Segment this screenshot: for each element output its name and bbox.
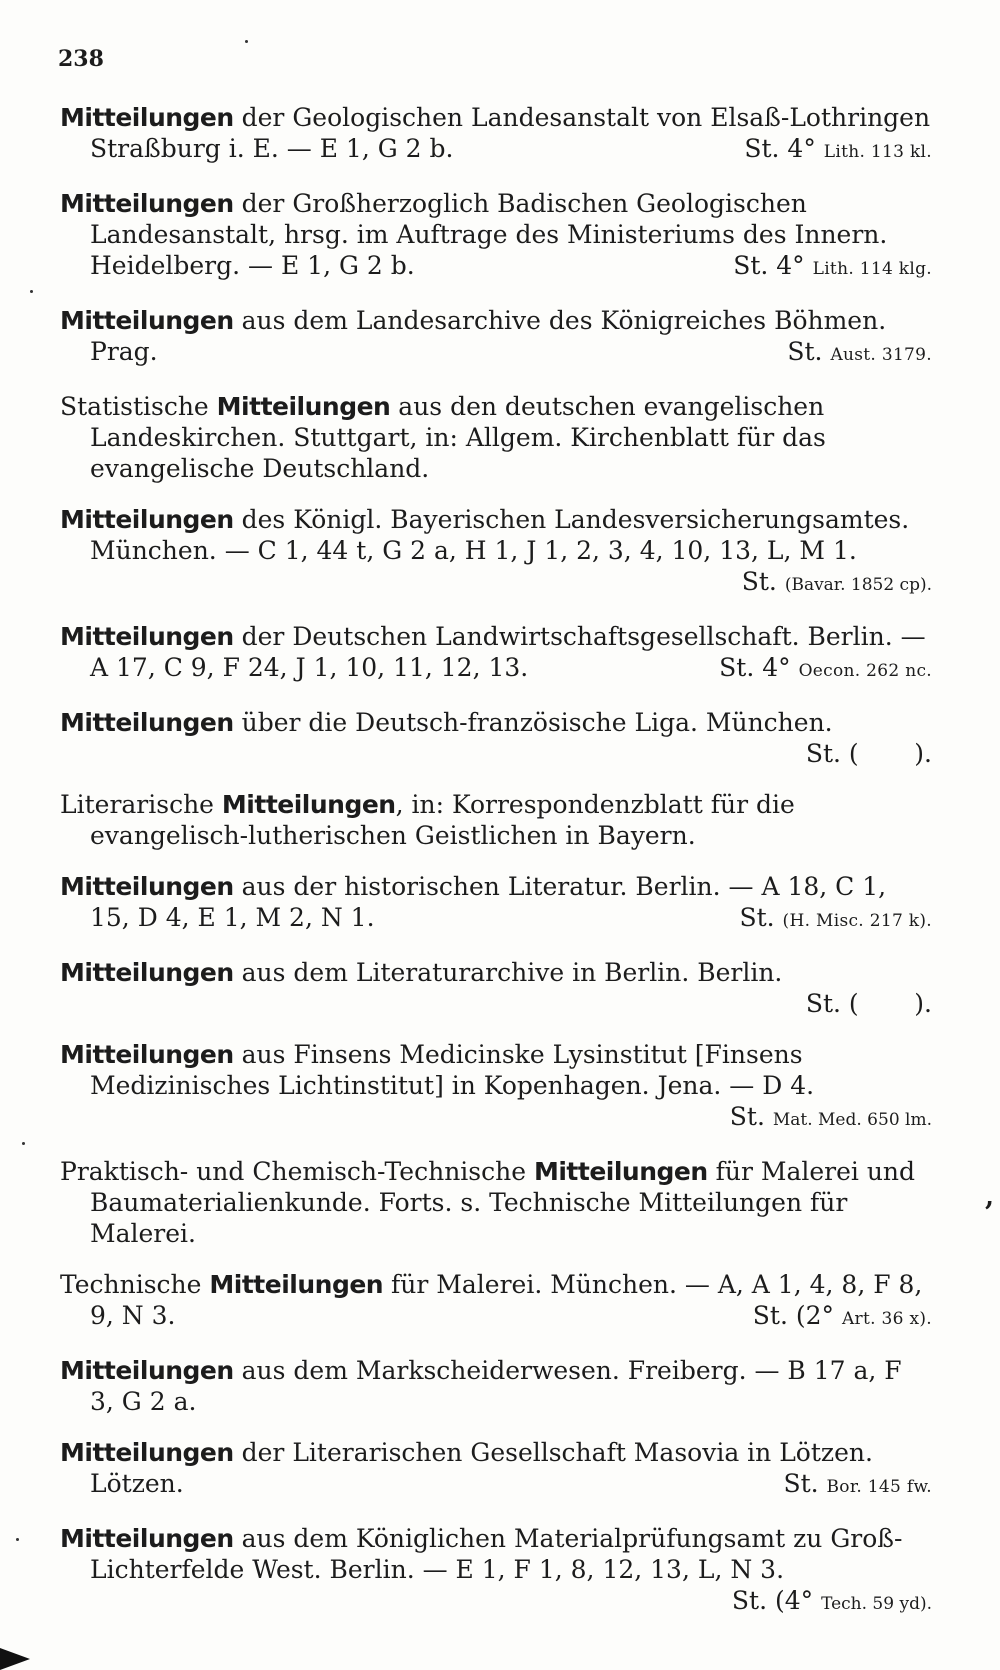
entry-keyword: Mitteilungen [60, 872, 234, 901]
catalog-entry [60, 102, 932, 168]
shelf-signature [787, 336, 932, 371]
shelf-signature [739, 902, 932, 937]
shelf-signature [783, 1468, 932, 1503]
signature-call: ). [866, 989, 932, 1018]
catalog-entry [60, 621, 932, 687]
shelf-signature [719, 652, 932, 687]
signature-st: St. 4° [744, 134, 824, 163]
signature-st: St. ( [805, 989, 867, 1018]
print-speck [245, 40, 248, 43]
shelf-signature [90, 1101, 932, 1136]
entry-list [60, 102, 932, 1640]
entry-text: der Großherzoglich Badischen Geologischen Landesanstalt, hrsg. im Auftrage des Ministeriums des Innern. Heidelberg. — E 1, G 2 b. [90, 189, 888, 280]
shelf-signature [753, 1300, 932, 1335]
signature-st: St. ( [805, 739, 867, 768]
entry-prefix: Praktisch- und Chemisch-Technische [60, 1157, 534, 1186]
catalog-entry [60, 1437, 932, 1503]
signature-call: ). [866, 739, 932, 768]
entry-keyword: Mitteilungen [60, 958, 234, 987]
catalog-entry [60, 188, 932, 285]
entry-text: der Deutschen Landwirtschaftsgesellschaft. Berlin. — A 17, C 9, F 24, J 1, 10, 11, 12, 13. [90, 622, 926, 682]
entry-keyword: Mitteilungen [60, 1040, 234, 1069]
signature-call: Art. 36 x). [841, 1309, 932, 1329]
entry-text: , in: Korrespondenzblatt für die evangelisch-lutherischen Geistlichen in Bayern. [90, 790, 795, 850]
catalog-entry [60, 707, 932, 769]
entry-text: aus der historischen Literatur. Berlin. — A 18, C 1, 15, D 4, E 1, M 2, N 1. [90, 872, 887, 932]
entry-prefix: Statistische [60, 392, 217, 421]
entry-keyword: Mitteilungen [60, 306, 234, 335]
print-speck [30, 290, 33, 293]
entry-text: der Literarischen Gesellschaft Masovia in Lötzen. Lötzen. [90, 1438, 873, 1498]
entry-keyword: Mitteilungen [60, 622, 234, 651]
signature-st: St. [729, 1102, 773, 1131]
catalog-entry [60, 1523, 932, 1620]
signature-st: St. [741, 567, 785, 596]
entry-text: des Königl. Bayerischen Landesversicherungsamtes. München. — C 1, 44 t, G 2 a, H 1, J 1, 2, 3, 4, 10, 13, L, M 1. [90, 505, 910, 565]
entry-keyword: Mitteilungen [533, 1157, 708, 1186]
catalog-entry [60, 871, 932, 937]
entry-keyword: Mitteilungen [209, 1270, 384, 1299]
page-number: 238 [58, 46, 104, 72]
shelf-signature [90, 988, 932, 1019]
entry-text: für Malerei und Baumaterialienkunde. Forts. s. Technische Mitteilungen für Malerei. [90, 1157, 916, 1248]
entry-keyword: Mitteilungen [60, 1524, 234, 1553]
catalog-entry [60, 1269, 932, 1335]
shelf-signature [90, 566, 932, 601]
signature-call: Tech. 59 yd). [821, 1594, 932, 1614]
entry-keyword: Mitteilungen [60, 1356, 234, 1385]
shelf-signature [90, 1585, 932, 1620]
entry-text: aus dem Landesarchive des Königreiches Böhmen. Prag. [90, 306, 887, 366]
signature-st: St. [783, 1469, 827, 1498]
signature-st: St. (2° [752, 1301, 842, 1330]
entry-prefix: Technische [60, 1270, 210, 1299]
catalog-entry [60, 1355, 932, 1417]
entry-text: aus dem Königlichen Materialprüfungsamt zu Groß-Lichterfelde West. Berlin. — E 1, F 1, 8, 12, 13, L, N 3. [90, 1524, 903, 1584]
signature-call: (Bavar. 1852 cp). [784, 575, 932, 595]
catalog-entry [60, 1156, 932, 1249]
catalog-entry [60, 305, 932, 371]
signature-call: Mat. Med. 650 lm. [772, 1110, 932, 1130]
shelf-signature [744, 133, 932, 168]
signature-st: St. 4° [719, 653, 799, 682]
signature-call: Bor. 145 fw. [826, 1477, 932, 1497]
signature-call: Lith. 113 kl. [823, 142, 932, 162]
signature-st: St. [787, 337, 831, 366]
catalog-entry [60, 504, 932, 601]
entry-keyword: Mitteilungen [60, 189, 234, 218]
entry-text: aus dem Markscheiderwesen. Freiberg. — B 17 a, F 3, G 2 a. [90, 1356, 902, 1416]
entry-prefix: Literarische [60, 790, 222, 819]
signature-call: Lith. 114 klg. [812, 259, 932, 279]
margin-mark: , [985, 1182, 995, 1212]
entry-text: aus Finsens Medicinske Lysinstitut [Finsens Medizinisches Lichtinstitut] in Kopenhagen. Jena. — D 4. [90, 1040, 815, 1100]
catalog-entry [60, 789, 932, 851]
entry-text: der Geologischen Landesanstalt von Elsaß-Lothringen Straßburg i. E. — E 1, G 2 b. [90, 103, 931, 163]
signature-st: St. (4° [731, 1586, 822, 1615]
signature-st: St. [739, 903, 783, 932]
page-corner-arrow [0, 1648, 30, 1670]
entry-text: über die Deutsch-französische Liga. München. [233, 708, 833, 737]
shelf-signature [733, 250, 932, 285]
signature-call: Aust. 3179. [830, 345, 932, 365]
entry-keyword: Mitteilungen [60, 103, 234, 132]
entry-text: aus den deutschen evangelischen Landeskirchen. Stuttgart, in: Allgem. Kirchenblatt für das evangelische Deutschland. [90, 392, 826, 483]
entry-text: für Malerei. München. — A, A 1, 4, 8, F 8, 9, N 3. [90, 1270, 923, 1330]
catalog-entry [60, 957, 932, 1019]
entry-keyword: Mitteilungen [60, 505, 234, 534]
print-speck [16, 1538, 19, 1541]
catalog-entry [60, 391, 932, 484]
print-speck [22, 1142, 25, 1145]
signature-st: St. 4° [733, 251, 813, 280]
shelf-signature [90, 738, 932, 769]
entry-keyword: Mitteilungen [60, 708, 234, 737]
catalog-entry [60, 1039, 932, 1136]
signature-call: Oecon. 262 nc. [798, 661, 932, 681]
entry-text: aus dem Literaturarchive in Berlin. Berlin. [233, 958, 783, 987]
entry-keyword: Mitteilungen [221, 790, 396, 819]
entry-keyword: Mitteilungen [216, 392, 391, 421]
signature-call: (H. Misc. 217 k). [782, 911, 932, 931]
entry-keyword: Mitteilungen [60, 1438, 234, 1467]
